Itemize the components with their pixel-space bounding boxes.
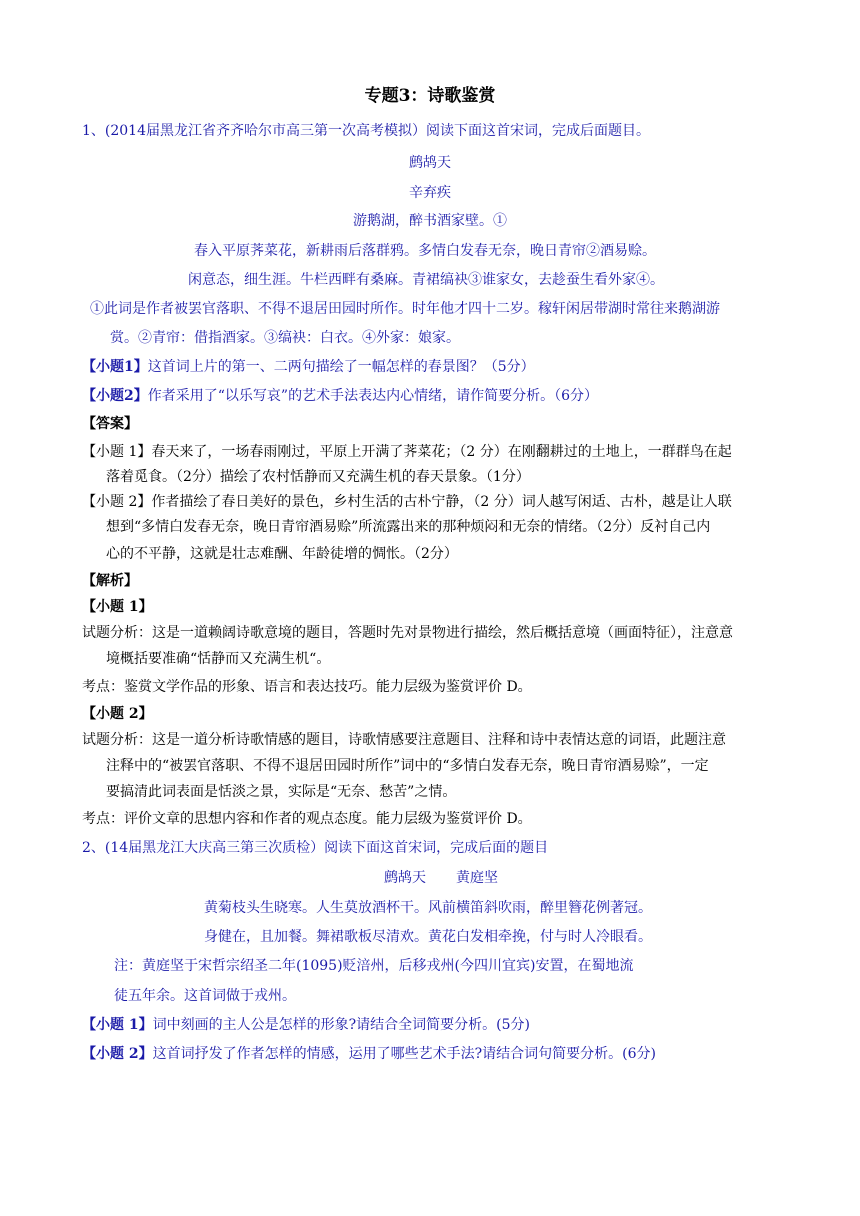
answer-2-line-1: 【小题 2】作者描绘了春日美好的景色，乡村生活的古朴宁静，（2 分）词人越写闲适、古朴，越是让人联 [82,494,732,510]
poem-2-line-1: 黄菊枝头生晓寒。人生莫放酒杯干。风前横笛斜吹雨，醉里簪花例著冠。 [204,900,652,916]
sub-question-text: 这首词上片的第一、二两句描绘了一幅怎样的春景图？（5分） [147,359,535,375]
answer-2-line-3: 心的不平静，这就是壮志难酬、年龄徒增的惆怅。（2分） [106,546,458,562]
question-2-sub-1 [82,1015,530,1035]
question-2-sub-2 [82,1044,656,1064]
poem-2-author: 黄庭坚 [456,870,498,886]
answer-1-line-1: 【小题 1】春天来了，一场春雨刚过，平原上开满了荠菜花；（2 分）在刚翻耕过的土地上，一群群鸟在起 [82,444,732,460]
sub-question-text: 词中刻画的主人公是怎样的形象?请结合全词简要分析。(5分) [152,1017,530,1033]
answer-label: 【答案】 [82,416,138,432]
poem-2-note-2: 徒五年余。这首词做于戎州。 [114,988,296,1004]
question-1-header: 1、(2014届黑龙江省齐齐哈尔市高三第一次高考模拟）阅读下面这首宋词，完成后面题目。 [82,123,650,139]
poem-1-author: 辛弃疾 [409,185,451,201]
sub-question-tag: 【小题 2】 [82,1046,153,1062]
poem-2-title-line [384,868,498,888]
question-1-sub-1 [82,357,535,377]
poem-1-line-1: 春入平原荠菜花，新耕雨后落群鸦。多情白发春无奈，晚日青帘②酒易赊。 [194,243,656,259]
answer-1-line-2: 落着觅食。（2分）描绘了农村恬静而又充满生机的春天景象。（1分） [106,469,530,485]
answer-2-line-2: 想到“多情白发春无奈，晚日青帘酒易赊”所流露出来的那种烦闷和无奈的情绪。（2分）反衬自己内 [106,519,711,535]
sub-question-text: 作者采用了“以乐写哀”的艺术手法表达内心情绪，请作简要分析。（6分） [147,388,598,404]
poem-1-line-2: 闲意态，细生涯。牛栏西畔有桑麻。青裙缟袂③谁家女，去趁蚕生看外家④。 [188,272,664,288]
poem-2-line-2: 身健在，且加餐。舞裙歌板尽清欢。黄花白发相牵挽，付与时人冷眼看。 [204,929,652,945]
sub-question-text: 这首词抒发了作者怎样的情感，运用了哪些艺术手法?请结合词句简要分析。(6分) [152,1046,656,1062]
sub-question-tag: 【小题1】 [82,359,148,375]
poem-2-note-1: 注：黄庭坚于宋哲宗绍圣二年(1095)贬涪州，后移戎州(今四川宜宾)安置，在蜀地流 [114,958,634,974]
key-point-2: 考点：评价文章的思想内容和作者的观点态度。能力层级为鉴赏评价 D。 [82,811,532,827]
key-point-1: 考点：鉴赏文学作品的形象、语言和表达技巧。能力层级为鉴赏评价 D。 [82,679,532,695]
poem-1-subtitle: 游鹅湖，醉书酒家壁。① [353,213,507,229]
analysis-2-line-2: 注释中的“被罢官落职、不得不退居田园时所作”词中的“多情白发春无奈，晚日青帘酒易赊”，一定 [106,758,709,774]
sub-question-tag: 【小题 1】 [82,1017,153,1033]
analysis-1-line-2: 境概括要准确“恬静而又充满生机“。 [106,651,331,667]
sub-question-tag: 【小题2】 [82,388,148,404]
analysis-section-2-label: 【小题 2】 [82,706,153,722]
analysis-2-line-3: 要搞清此词表面是恬淡之景，实际是“无奈、愁苦”之情。 [106,784,457,800]
analysis-1-line-1: 试题分析：这是一道赖阔诗歌意境的题目，答题时先对景物进行描绘，然后概括意境（画面特征），注意意 [82,625,733,641]
analysis-label: 【解析】 [82,573,138,589]
analysis-2-line-1: 试题分析：这是一道分析诗歌情感的题目，诗歌情感要注意题目、注释和诗中表情达意的词语，此题注意 [82,732,726,748]
page-title: 专题3：诗歌鉴赏 [364,86,496,106]
analysis-section-1-label: 【小题 1】 [82,599,153,615]
poem-1-note-2: 赏。②青帘：借指酒家。③缟袂：白衣。④外家：娘家。 [110,330,460,346]
poem-1-note-1: ①此词是作者被罢官落职、不得不退居田园时所作。时年他才四十二岁。稼轩闲居带湖时常往来鹅湖游 [90,301,720,317]
question-2-header: 2、(14届黑龙江大庆高三第三次质检）阅读下面这首宋词，完成后面的题目 [82,840,549,856]
poem-1-title: 鹧鸪天 [409,155,451,171]
poem-2-title: 鹧鸪天 [384,870,426,886]
question-1-sub-2 [82,386,598,406]
